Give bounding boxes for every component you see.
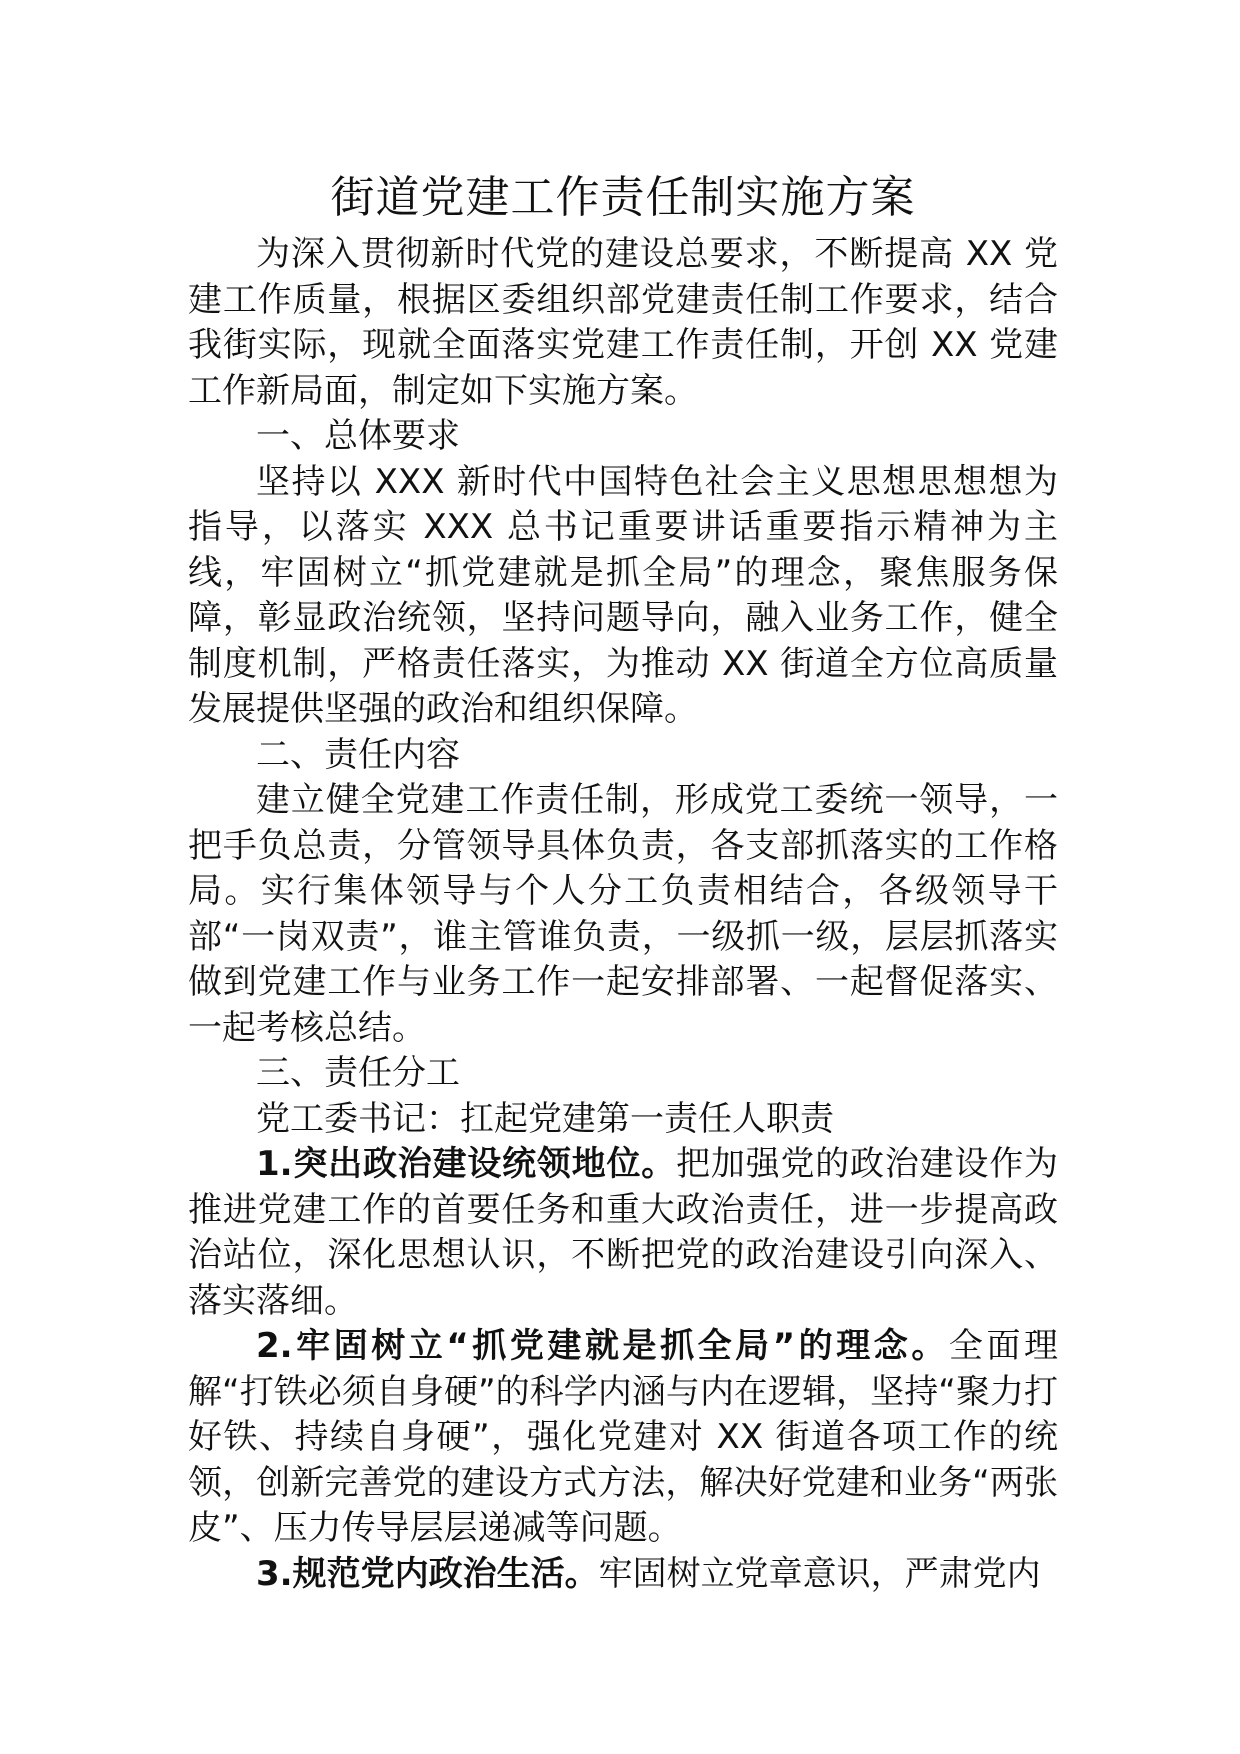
section-heading-overall-requirements: 一、总体要求 bbox=[256, 416, 460, 456]
list-item-body: 牢固树立党章意识，严肃党内 bbox=[598, 1553, 1041, 1594]
section-heading-responsibility-division: 三、责任分工 bbox=[256, 1053, 460, 1093]
section-body-overall-requirements: 坚持以 XXX 新时代中国特色社会主义思想思想想为指导，以落实 XXX 总书记重要讲话重要指示精神为主线，牢固树立“抓党建就是抓全局”的理念，聚焦服务保障，彰显政治统领，坚持问题导向，融入业务工作，健全制度机制，严格责任落实，为推动 XX 街道全方位高质量发展提供坚强的政治和组织保障。 bbox=[188, 461, 1058, 729]
document-title: 街道党建工作责任制实施方案 bbox=[330, 172, 916, 223]
document-page bbox=[188, 168, 1058, 1597]
list-item-body: 把加强党的政治建设作为推进党建工作的首要任务和重大政治责任，进一步提高政治站位，深化思想认识，不断把党的政治建设引向深入、落实落细。 bbox=[188, 1144, 1058, 1321]
list-item bbox=[188, 1324, 1058, 1552]
list-item-lead: 1.突出政治建设统领地位。 bbox=[256, 1144, 677, 1184]
section-subheading-party-secretary: 党工委书记：扛起党建第一责任人职责 bbox=[256, 1098, 834, 1139]
list-item-body: 全面理解“打铁必须自身硬”的科学内涵与内在逻辑，坚持“聚力打好铁、持续自身硬”，强化党建对 XX 街道各项工作的统领，创新完善党的建设方式方法，解决好党建和业务“两张皮”、压力传导层层递减等问题。 bbox=[188, 1326, 1059, 1548]
section-heading-responsibility-content: 二、责任内容 bbox=[256, 734, 460, 775]
section-body-responsibility-content: 建立健全党建工作责任制，形成党工委统一领导，一把手负总责，分管领导具体负责，各支部抓落实的工作格局。实行集体领导与个人分工负责相结合，各级领导干部“一岗双责”，谁主管谁负责，一级抓一级，层层抓落实做到党建工作与业务工作一起安排部署、一起督促落实、一起考核总结。 bbox=[188, 780, 1058, 1048]
intro-paragraph: 为深入贯彻新时代党的建设总要求，不断提高 XX 党建工作质量，根据区委组织部党建责任制工作要求，结合我街实际，现就全面落实党建工作责任制，开创 XX 党建工作新局面，制定如下实施方案。 bbox=[188, 234, 1058, 411]
list-item bbox=[188, 1142, 1058, 1324]
list-item bbox=[188, 1552, 1058, 1598]
list-item-lead: 2.牢固树立“抓党建就是抓全局”的理念。 bbox=[256, 1326, 949, 1366]
list-item-lead: 3.规范党内政治生活。 bbox=[256, 1553, 599, 1594]
